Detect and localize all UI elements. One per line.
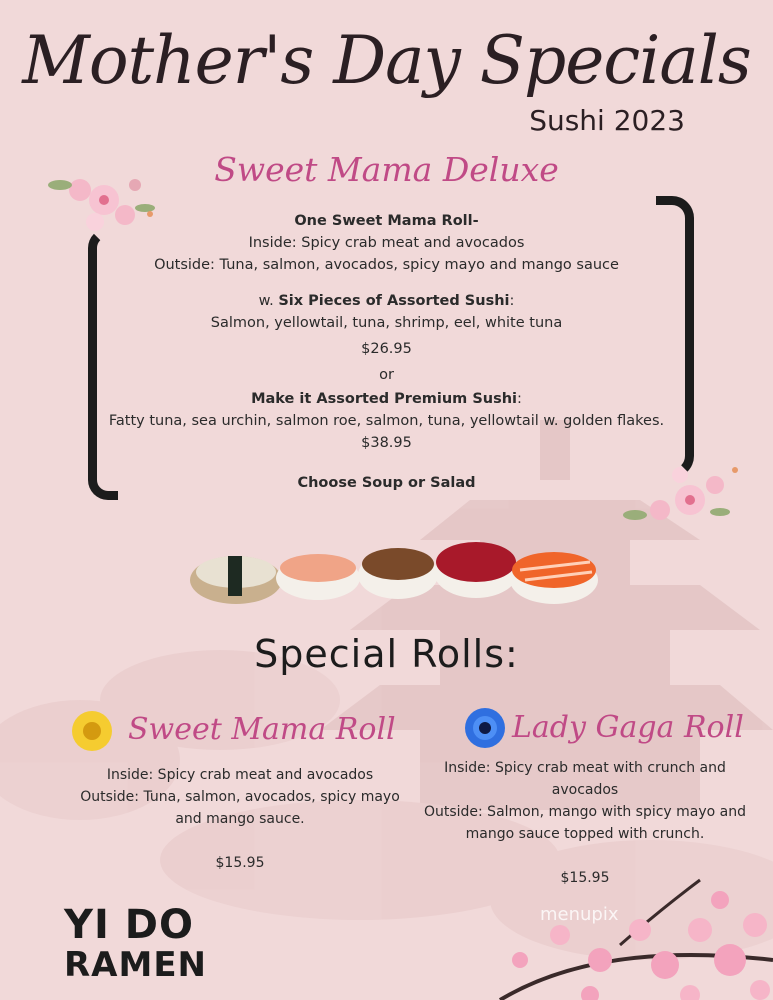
blue-flower-icon: [465, 708, 505, 748]
roll-line: Outside: Salmon, mango with spicy mayo and: [423, 804, 747, 820]
deluxe-or: or: [379, 367, 394, 383]
deluxe-price-2: $38.95: [361, 435, 412, 451]
assorted-suffix: :: [509, 293, 515, 309]
logo-line-1: YI DO: [64, 902, 194, 948]
deluxe-outside: Outside: Tuna, salmon, avocados, spicy mayo and mango sauce: [154, 257, 619, 273]
premium-suffix: :: [517, 391, 522, 407]
roll-desc-sweet-mama: [60, 764, 420, 874]
deluxe-choose: Choose Soup or Salad: [297, 475, 476, 491]
roll-price: $15.95: [215, 855, 265, 871]
roll-title-sweet-mama: Sweet Mama Roll: [128, 712, 396, 747]
roll-line: and mango sauce.: [175, 811, 305, 827]
deluxe-price-1: $26.95: [361, 341, 412, 357]
watermark: menupix: [540, 904, 619, 925]
deluxe-roll-name: One Sweet Mama Roll-: [294, 213, 479, 229]
roll-line: Inside: Spicy crab meat with crunch and: [444, 760, 726, 776]
deluxe-premium-list: Fatty tuna, sea urchin, salmon roe, salmon, tuna, yellowtail w. golden flakes.: [108, 413, 665, 429]
yellow-flower-icon: [72, 711, 112, 751]
premium-bold: Make it Assorted Premium Sushi: [251, 391, 518, 407]
restaurant-logo: [64, 902, 208, 985]
roll-line: avocados: [551, 782, 619, 798]
roll-line: mango sauce topped with crunch.: [465, 826, 705, 842]
page-title: Mother's Day Specials: [22, 22, 751, 99]
roll-price: $15.95: [560, 870, 610, 886]
special-rolls-heading: Special Rolls:: [254, 632, 519, 676]
deluxe-title: Sweet Mama Deluxe: [214, 150, 559, 189]
deluxe-inside: Inside: Spicy crab meat and avocados: [248, 235, 525, 251]
assorted-bold: Six Pieces of Assorted Sushi: [278, 293, 510, 309]
roll-title-lady-gaga: Lady Gaga Roll: [512, 710, 744, 745]
page-subtitle: Sushi 2023: [529, 104, 685, 137]
roll-line: Outside: Tuna, salmon, avocados, spicy mayo: [80, 789, 400, 805]
deluxe-assorted-block: [100, 290, 673, 494]
deluxe-roll-block: [100, 210, 673, 276]
roll-line: Inside: Spicy crab meat and avocados: [106, 767, 374, 783]
deluxe-assorted-heading: [100, 290, 673, 312]
deluxe-premium-heading: [100, 388, 673, 410]
logo-line-2: RAMEN: [64, 945, 208, 985]
roll-desc-lady-gaga: [410, 757, 760, 889]
deluxe-assorted-list: Salmon, yellowtail, tuna, shrimp, eel, white tuna: [210, 315, 563, 331]
assorted-prefix: w.: [258, 293, 274, 309]
